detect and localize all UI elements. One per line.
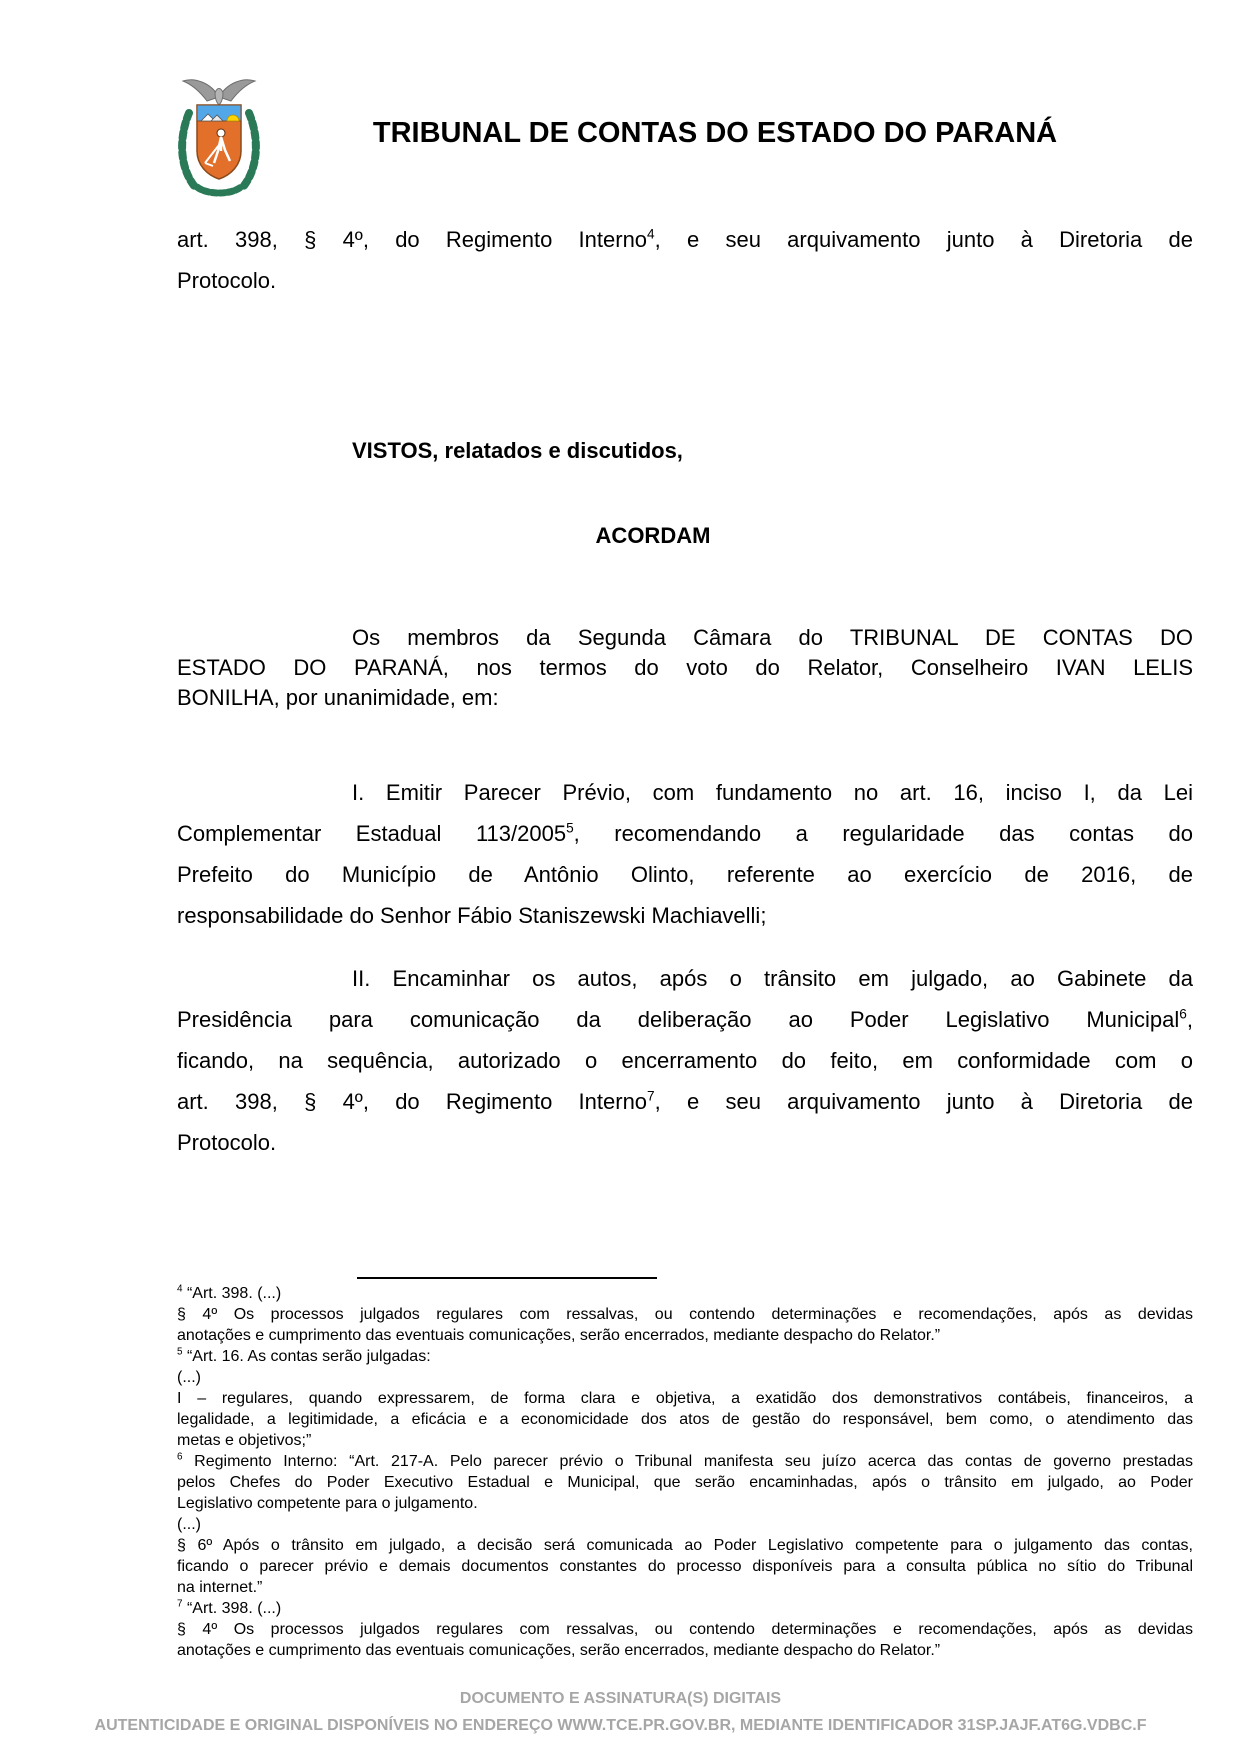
parana-coat-of-arms-icon <box>175 75 263 199</box>
page-title: TRIBUNAL DE CONTAS DO ESTADO DO PARANÁ <box>372 117 1058 149</box>
text-line: Protocolo. <box>177 1130 277 1155</box>
text-line: § 4º Os processos julgados regulares com ressalvas, ou contendo determinações e recomendações, após as devidas <box>177 1621 1193 1638</box>
text-line: $^5$ “Art. 16. As contas serão julgadas: <box>177 1346 431 1365</box>
footnote-reference: 5 <box>566 820 574 836</box>
footnote-reference: 4 <box>647 226 655 242</box>
text-line: $^7$ “Art. 398. (...) <box>177 1598 282 1617</box>
text-line: Protocolo. <box>177 268 277 293</box>
paragraph-item-2 <box>177 958 1193 1163</box>
text-line: anotações e cumprimento das eventuais comunicações, serão encerrados, mediante despacho do Relator.” <box>177 1642 941 1659</box>
paragraph-continuation <box>177 219 1193 301</box>
footnote-reference: 7 <box>177 1598 183 1610</box>
digital-signature-footer <box>0 1685 1241 1739</box>
text-line: legalidade, a legitimidade, a eficácia e a economicidade dos atos de gestão do responsável, bem como, o atendimento das <box>177 1411 1193 1428</box>
document-body <box>177 219 1193 1163</box>
text-line: I – regulares, quando expressarem, de forma clara e objetiva, a exatidão dos demonstrativos contábeis, financeiros, a <box>177 1390 1193 1407</box>
text-line: BONILHA, por unanimidade, em: <box>177 685 499 710</box>
footnote-4 <box>177 1283 1193 1346</box>
paragraph-membros <box>177 623 1193 713</box>
footnotes-section <box>177 1283 1193 1661</box>
text-line: ficando, na sequência, autorizado o encerramento do feito, em conformidade com o <box>177 1048 1193 1073</box>
text-line: art. 398, § 4º, do Regimento Interno$^4$, e seu arquivamento junto à Diretoria de <box>177 226 1193 252</box>
vistos-heading: VISTOS, relatados e discutidos, <box>352 438 683 463</box>
acordam-heading: ACORDAM <box>595 523 711 548</box>
text-line: pelos Chefes do Poder Executivo Estadual e Municipal, que serão encaminhadas, após o trânsito em julgado, ao Poder <box>177 1474 1193 1491</box>
text-line: na internet.” <box>177 1579 263 1596</box>
footer-line-2: AUTENTICIDADE E ORIGINAL DISPONÍVEIS NO ENDEREÇO WWW.TCE.PR.GOV.BR, MEDIANTE IDENTIFICADOR 31SP.JAJF.AT6G.VDBC.F <box>94 1717 1147 1734</box>
paragraph-item-1 <box>177 772 1193 936</box>
text-line: metas e objetivos;” <box>177 1432 312 1449</box>
text-line: Prefeito do Município de Antônio Olinto, referente ao exercício de 2016, de <box>177 862 1193 887</box>
text-line: Complementar Estadual 113/2005$^5$, recomendando a regularidade das contas do <box>177 820 1193 846</box>
text-line: Os membros da Segunda Câmara do TRIBUNAL DE CONTAS DO <box>352 625 1193 650</box>
text-line: § 4º Os processos julgados regulares com ressalvas, ou contendo determinações e recomendações, após as devidas <box>177 1306 1193 1323</box>
text-line: art. 398, § 4º, do Regimento Interno$^7$, e seu arquivamento junto à Diretoria de <box>177 1088 1193 1114</box>
text-line: (...) <box>177 1516 201 1533</box>
footnote-5 <box>177 1346 1193 1451</box>
text-line: anotações e cumprimento das eventuais comunicações, serão encerrados, mediante despacho do Relator.” <box>177 1327 941 1344</box>
text-line: § 6º Após o trânsito em julgado, a decisão será comunicada ao Poder Legislativo competente para o julgamento das contas, <box>177 1537 1193 1554</box>
text-line: (...) <box>177 1369 201 1386</box>
footnote-6 <box>177 1451 1193 1598</box>
footnote-reference: 7 <box>647 1088 655 1104</box>
text-line: $^4$ “Art. 398. (...) <box>177 1283 282 1302</box>
text-line: responsabilidade do Senhor Fábio Staniszewski Machiavelli; <box>177 903 767 928</box>
text-line: Legislativo competente para o julgamento. <box>177 1495 478 1512</box>
footnote-reference: 6 <box>177 1451 183 1463</box>
footnote-reference: 4 <box>177 1283 183 1295</box>
text-line: Presidência para comunicação da deliberação ao Poder Legislativo Municipal$^6$, <box>177 1006 1193 1032</box>
footnote-reference: 5 <box>177 1346 183 1358</box>
footer-line-1: DOCUMENTO E ASSINATURA(S) DIGITAIS <box>459 1690 782 1707</box>
footnote-separator <box>357 1277 657 1279</box>
text-line: II. Encaminhar os autos, após o trânsito em julgado, ao Gabinete da <box>352 966 1193 991</box>
text-line: I. Emitir Parecer Prévio, com fundamento no art. 16, inciso I, da Lei <box>352 780 1193 805</box>
text-line: ESTADO DO PARANÁ, nos termos do voto do Relator, Conselheiro IVAN LELIS <box>177 655 1193 680</box>
text-line: ficando o parecer prévio e demais documentos constantes do processo disponíveis para a consulta pública no sítio do Tribunal <box>177 1558 1193 1575</box>
footnote-reference: 6 <box>1179 1006 1187 1022</box>
text-line: $^6$ Regimento Interno: “Art. 217-A. Pelo parecer prévio o Tribunal manifesta seu juízo acerca das contas de governo prestadas <box>177 1451 1193 1470</box>
document-header <box>177 75 1193 205</box>
footnote-7 <box>177 1598 1193 1661</box>
